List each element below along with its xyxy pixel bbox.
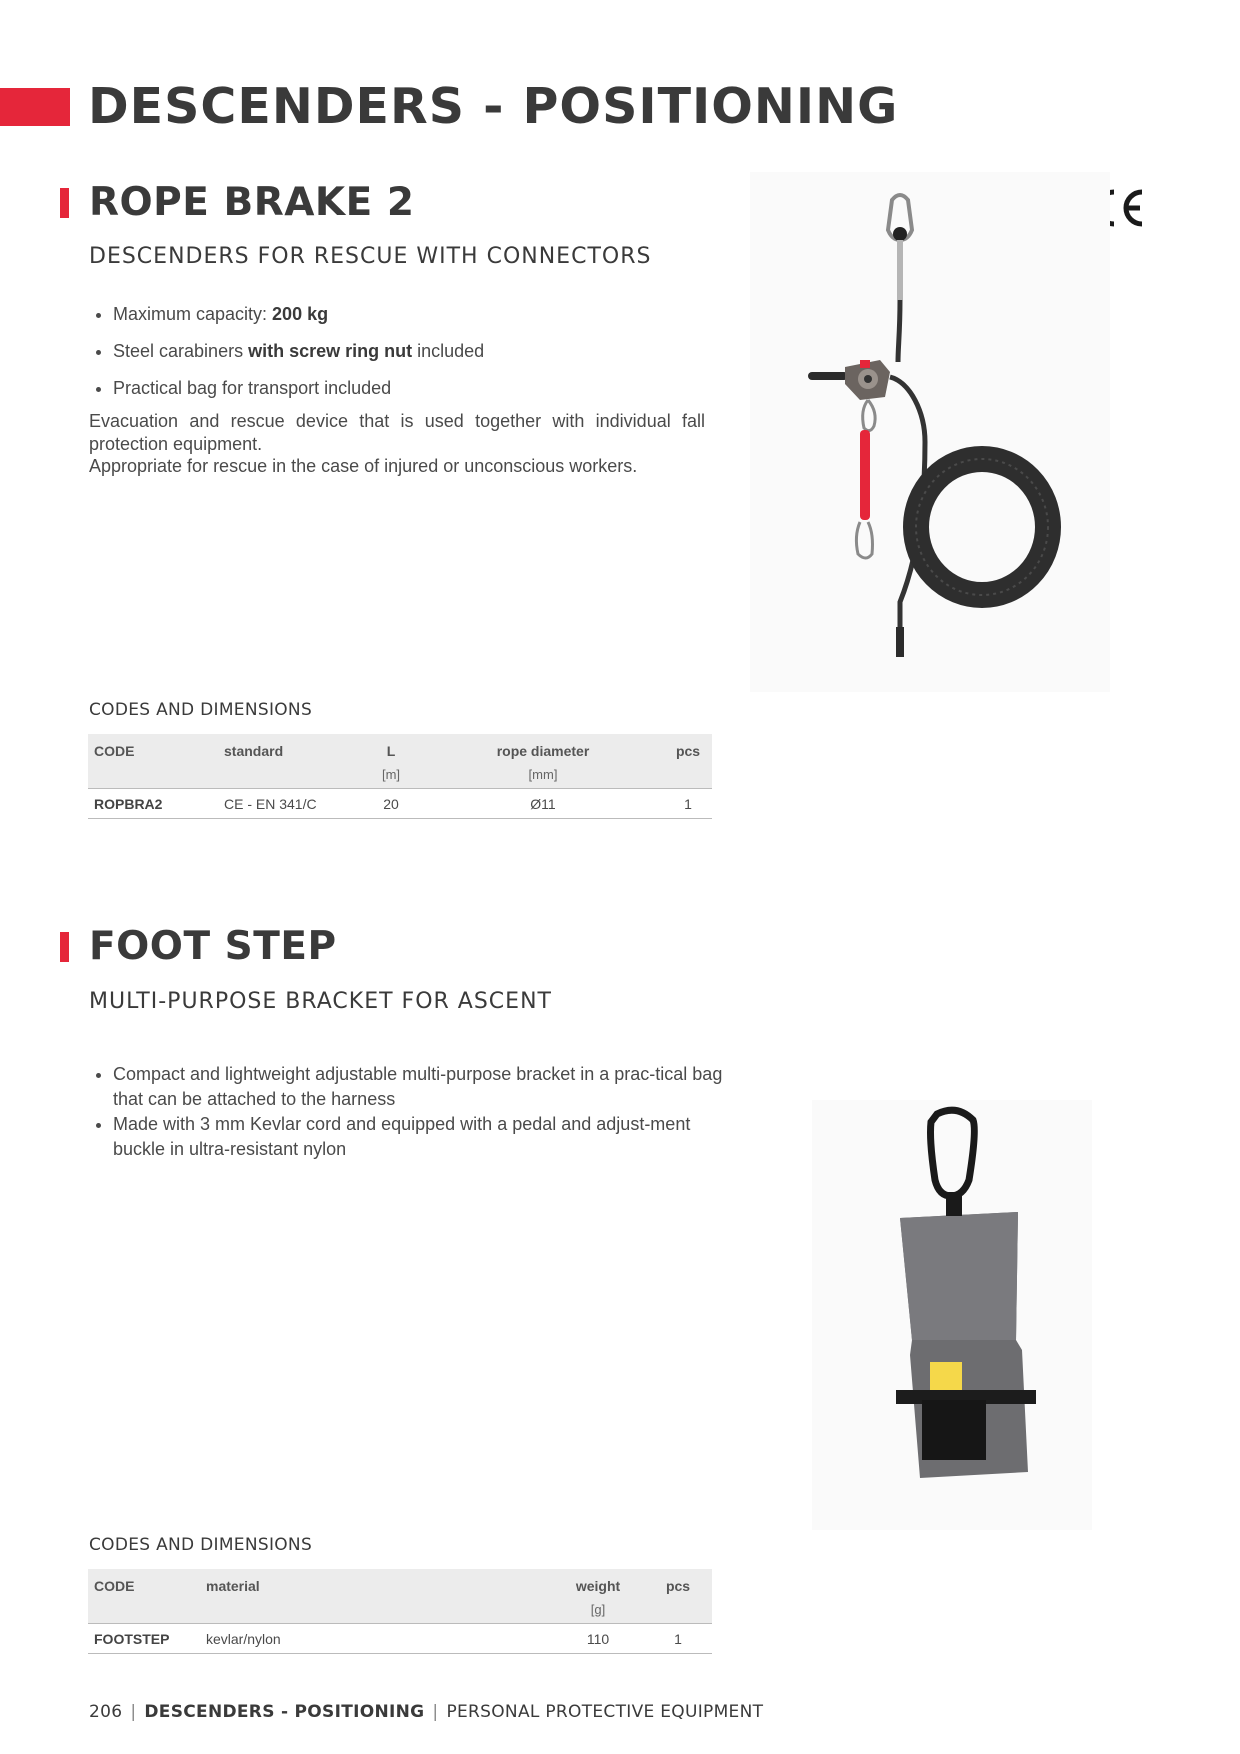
table-cell: 1 bbox=[664, 789, 712, 819]
feature-emphasis: with screw ring nut bbox=[248, 341, 413, 361]
footer-section: DESCENDERS - POSITIONING bbox=[144, 1702, 425, 1722]
codes-table bbox=[88, 1569, 712, 1654]
page-title: DESCENDERS - POSITIONING bbox=[88, 78, 899, 135]
column-unit: [mm] bbox=[422, 762, 664, 789]
table-cell: kevlar/nylon bbox=[200, 1624, 552, 1654]
table-cell: 1 bbox=[644, 1624, 712, 1654]
footer-category: PERSONAL PROTECTIVE EQUIPMENT bbox=[446, 1702, 764, 1722]
table-cell: 20 bbox=[360, 789, 422, 819]
feature-item bbox=[113, 1112, 729, 1162]
table-cell-code: ROPBRA2 bbox=[88, 789, 218, 819]
feature-text: Steel carabiners bbox=[113, 341, 249, 361]
table-header-row bbox=[88, 734, 712, 762]
column-header: CODE bbox=[94, 743, 135, 759]
product-subtitle: MULTI-PURPOSE BRACKET FOR ASCENT bbox=[89, 989, 552, 1014]
column-header: pcs bbox=[665, 1578, 691, 1594]
foot-step-product-image bbox=[812, 1100, 1092, 1530]
codes-label: CODES AND DIMENSIONS bbox=[89, 1535, 313, 1555]
product-description bbox=[89, 410, 705, 478]
page-number: 206 bbox=[89, 1702, 123, 1722]
column-header: weight bbox=[575, 1578, 621, 1594]
feature-item bbox=[113, 1062, 729, 1112]
product-title-marker bbox=[60, 188, 69, 218]
codes-label: CODES AND DIMENSIONS bbox=[89, 700, 313, 720]
column-unit bbox=[644, 1597, 712, 1624]
table-cell-code: FOOTSTEP bbox=[88, 1624, 200, 1654]
feature-text: Maximum capacity: bbox=[113, 304, 273, 324]
column-header: rope diameter bbox=[496, 743, 590, 759]
column-unit bbox=[88, 1597, 200, 1624]
column-header: CODE bbox=[94, 1578, 135, 1594]
column-unit bbox=[200, 1597, 552, 1624]
table-row bbox=[88, 789, 712, 819]
column-header: L bbox=[386, 743, 396, 759]
column-unit: [g] bbox=[552, 1597, 644, 1624]
rope-brake-product-image bbox=[750, 172, 1110, 692]
feature-text: Compact and lightweight adjustable multi-purpose bracket in a prac-tical bag that can be attached to the harness bbox=[113, 1064, 723, 1109]
table-header-row bbox=[88, 1569, 712, 1597]
column-header: standard bbox=[224, 743, 284, 759]
codes-table bbox=[88, 734, 712, 819]
feature-list bbox=[89, 302, 713, 401]
column-unit: [m] bbox=[360, 762, 422, 789]
column-unit bbox=[88, 762, 218, 789]
feature-text: Practical bag for transport included bbox=[113, 378, 392, 398]
header-accent-bar bbox=[0, 88, 70, 126]
column-unit bbox=[218, 762, 360, 789]
table-cell: CE - EN 341/C bbox=[218, 789, 360, 819]
column-unit bbox=[664, 762, 712, 789]
feature-item bbox=[113, 376, 713, 401]
description-line: Appropriate for rescue in the case of injured or unconscious workers. bbox=[89, 456, 638, 476]
column-header: pcs bbox=[675, 743, 701, 759]
feature-text: included bbox=[412, 341, 485, 361]
feature-emphasis: 200 kg bbox=[272, 304, 329, 324]
table-unit-row bbox=[88, 1597, 712, 1624]
table-unit-row bbox=[88, 762, 712, 789]
feature-list bbox=[89, 1062, 729, 1162]
product-title: ROPE BRAKE 2 bbox=[89, 180, 415, 225]
table-cell: Ø11 bbox=[422, 789, 664, 819]
table-cell: 110 bbox=[552, 1624, 644, 1654]
column-header: material bbox=[206, 1578, 260, 1594]
product-subtitle: DESCENDERS FOR RESCUE WITH CONNECTORS bbox=[89, 244, 652, 269]
feature-text: Made with 3 mm Kevlar cord and equipped with a pedal and adjust-ment buckle in ultra-resistant nylon bbox=[113, 1114, 691, 1159]
feature-item bbox=[113, 339, 713, 364]
description-line: Evacuation and rescue device that is used together with individual fall protection equipment. bbox=[89, 411, 705, 454]
feature-item bbox=[113, 302, 713, 327]
product-title-marker bbox=[60, 932, 69, 962]
page-footer: 206 | DESCENDERS - POSITIONING | PERSONAL PROTECTIVE EQUIPMENT bbox=[89, 1702, 764, 1722]
product-title: FOOT STEP bbox=[89, 924, 337, 969]
table-row bbox=[88, 1624, 712, 1654]
